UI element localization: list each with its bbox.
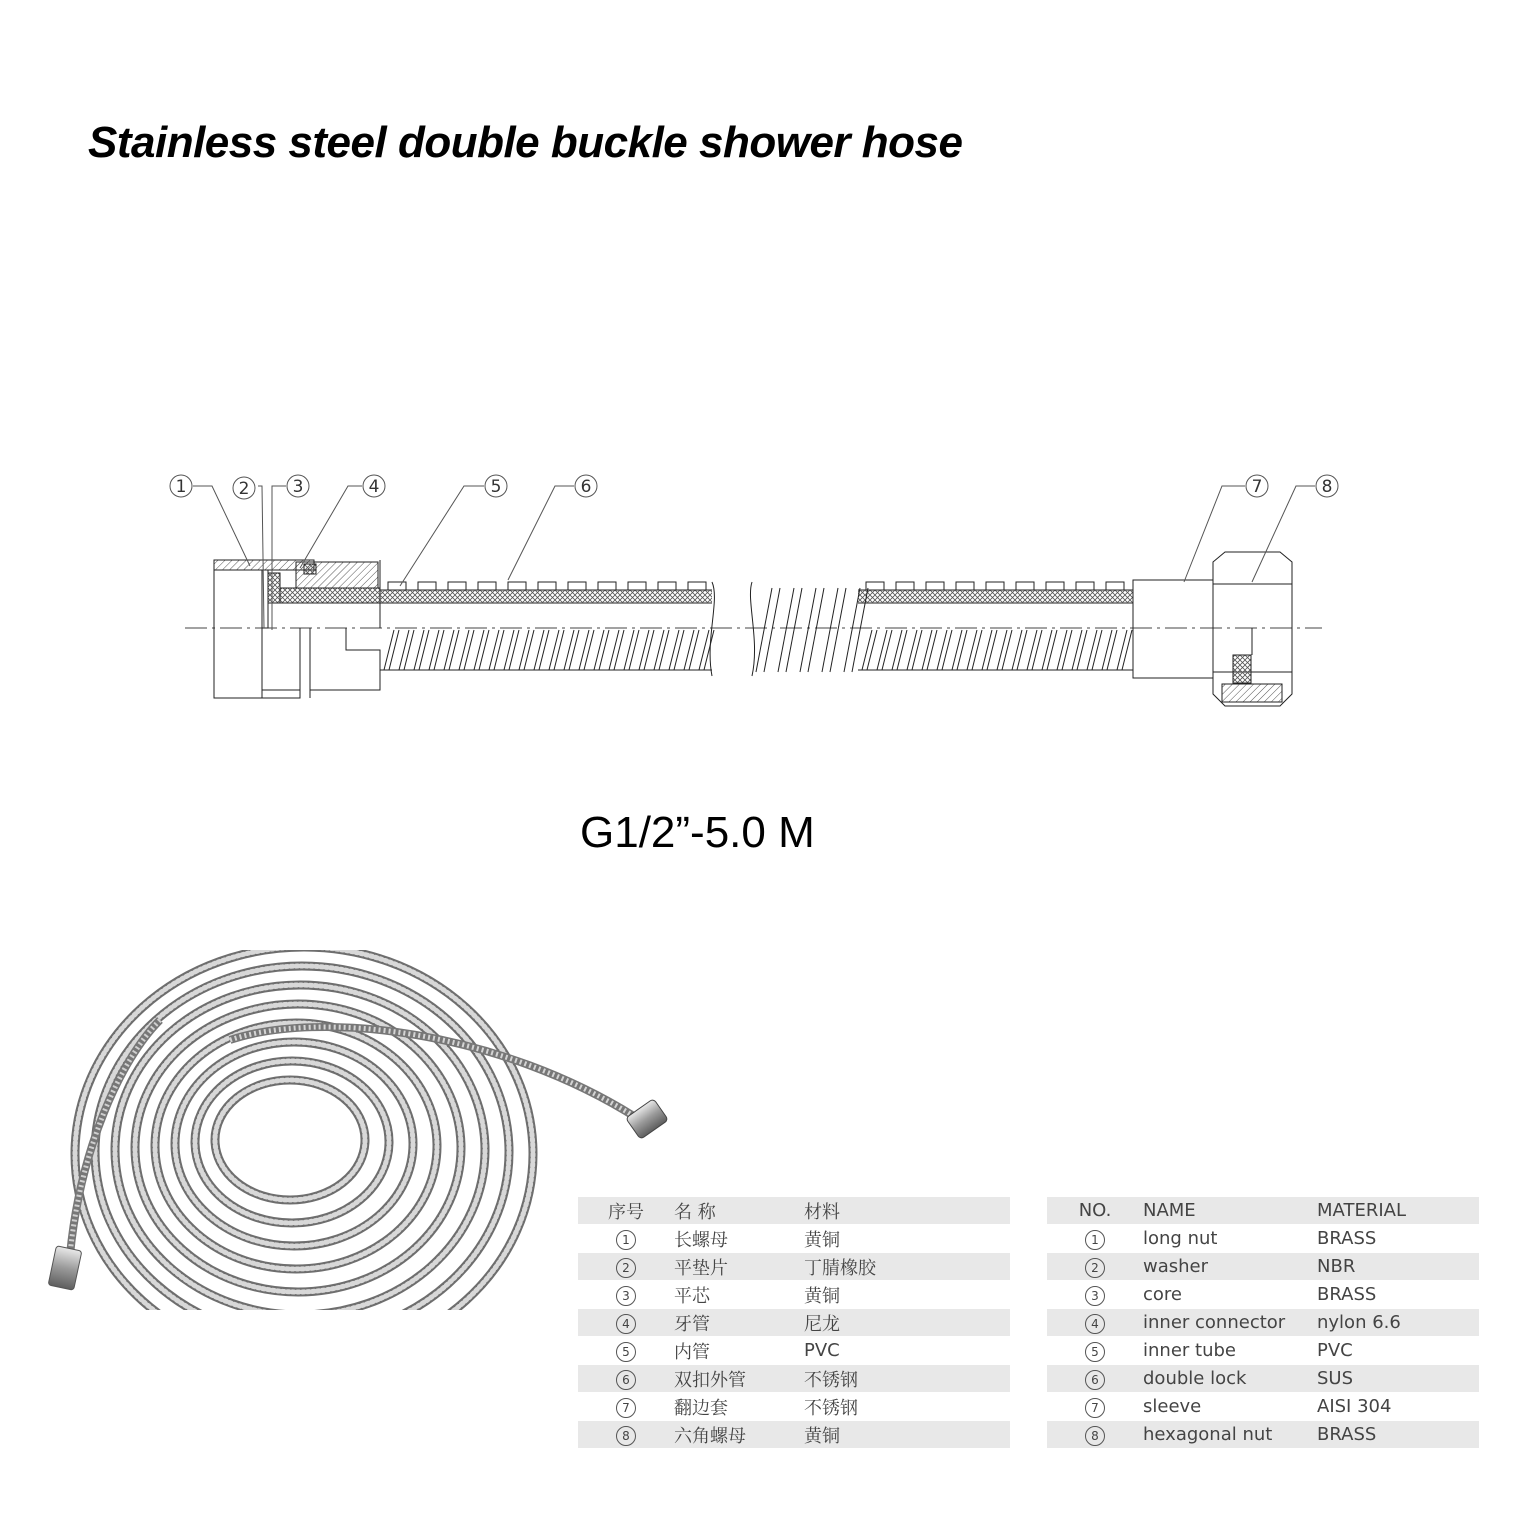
row-number: 4: [1085, 1314, 1105, 1334]
svg-text:6: 6: [580, 477, 592, 497]
size-spec-label: G1/2”-5.0 M: [580, 808, 815, 857]
row-number: 1: [616, 1230, 636, 1250]
row-number: 6: [616, 1370, 636, 1390]
table-header-row: [578, 1197, 1010, 1225]
table-row: [1047, 1365, 1479, 1393]
row-material: BRASS: [1317, 1421, 1479, 1449]
table-row: [578, 1253, 1010, 1281]
callout-labels: [170, 475, 1338, 499]
row-material: 不锈钢: [804, 1365, 1010, 1393]
row-material: 丁腈橡胶: [804, 1253, 1010, 1281]
row-number: 1: [1085, 1230, 1105, 1250]
header-material: 材料: [804, 1197, 1010, 1225]
callout-1: [170, 475, 192, 497]
table-row: [578, 1393, 1010, 1421]
svg-text:7: 7: [1251, 477, 1263, 497]
break-mark: [750, 582, 754, 676]
table-row: [578, 1337, 1010, 1365]
row-name: core: [1143, 1281, 1317, 1309]
hexagonal-nut-part: [1213, 552, 1292, 706]
row-number: 7: [1085, 1398, 1105, 1418]
inner-connector-part: [280, 560, 380, 690]
callout-leaders: [193, 486, 1315, 630]
row-material: PVC: [1317, 1337, 1479, 1365]
svg-text:3: 3: [292, 477, 304, 497]
row-material: PVC: [804, 1337, 1010, 1365]
row-number: 3: [616, 1286, 636, 1306]
table-row: [1047, 1309, 1479, 1337]
callout-7: [1246, 475, 1268, 497]
row-material: 不锈钢: [804, 1393, 1010, 1421]
row-material: 黄铜: [804, 1225, 1010, 1253]
row-name: inner connector: [1143, 1309, 1317, 1337]
row-name: inner tube: [1143, 1337, 1317, 1365]
row-material: 黄铜: [804, 1421, 1010, 1449]
row-number: 4: [616, 1314, 636, 1334]
page-title: Stainless steel double buckle shower hose: [88, 118, 963, 167]
row-name: washer: [1143, 1253, 1317, 1281]
row-number: 2: [616, 1258, 636, 1278]
row-name: long nut: [1143, 1225, 1317, 1253]
table-row: [1047, 1253, 1479, 1281]
table-row: [578, 1421, 1010, 1449]
row-material: 尼龙: [804, 1309, 1010, 1337]
row-material: BRASS: [1317, 1225, 1479, 1253]
callout-3: [287, 475, 309, 497]
row-name: 平垫片: [674, 1253, 804, 1281]
hose-hex-fitting: [626, 1099, 669, 1140]
core-part: [268, 573, 280, 603]
row-material: BRASS: [1317, 1281, 1479, 1309]
hose-right-section: [756, 582, 1133, 672]
header-name: 名 称: [674, 1197, 804, 1225]
parts-table-chinese: [578, 1197, 1010, 1449]
callout-6: [575, 475, 597, 497]
svg-text:8: 8: [1321, 477, 1333, 497]
row-number: 5: [616, 1342, 636, 1362]
svg-text:4: 4: [368, 477, 380, 497]
callout-8: [1316, 475, 1338, 497]
row-number: 8: [1085, 1426, 1105, 1446]
row-name: 长螺母: [674, 1225, 804, 1253]
row-name: double lock: [1143, 1365, 1317, 1393]
hose-left-section: [380, 582, 714, 670]
header-material: MATERIAL: [1317, 1197, 1479, 1225]
row-number: 7: [616, 1398, 636, 1418]
row-material: nylon 6.6: [1317, 1309, 1479, 1337]
row-name: sleeve: [1143, 1393, 1317, 1421]
header-no: NO.: [1047, 1197, 1143, 1225]
svg-text:2: 2: [238, 479, 250, 499]
row-material: 黄铜: [804, 1281, 1010, 1309]
parts-table-english: [1047, 1197, 1479, 1449]
header-no: 序号: [578, 1197, 674, 1225]
row-name: hexagonal nut: [1143, 1421, 1317, 1449]
row-name: 平芯: [674, 1281, 804, 1309]
table-row: [578, 1365, 1010, 1393]
row-number: 3: [1085, 1286, 1105, 1306]
table-row: [578, 1281, 1010, 1309]
row-number: 2: [1085, 1258, 1105, 1278]
row-material: NBR: [1317, 1253, 1479, 1281]
row-name: 翻边套: [674, 1393, 804, 1421]
header-name: NAME: [1143, 1197, 1317, 1225]
table-row: [578, 1225, 1010, 1253]
callout-5: [485, 475, 507, 497]
row-name: 六角螺母: [674, 1421, 804, 1449]
callout-2: [233, 477, 255, 499]
callout-4: [363, 475, 385, 497]
table-row: [578, 1309, 1010, 1337]
table-row: [1047, 1337, 1479, 1365]
table-row: [1047, 1393, 1479, 1421]
row-number: 8: [616, 1426, 636, 1446]
row-name: 内管: [674, 1337, 804, 1365]
table-row: [1047, 1421, 1479, 1449]
table-header-row: [1047, 1197, 1479, 1225]
table-row: [1047, 1281, 1479, 1309]
svg-text:1: 1: [175, 477, 187, 497]
row-material: AISI 304: [1317, 1393, 1479, 1421]
sleeve-part: [1133, 580, 1213, 678]
hose-cross-section-diagram: [0, 460, 1514, 730]
row-name: 双扣外管: [674, 1365, 804, 1393]
svg-text:5: 5: [490, 477, 502, 497]
row-material: SUS: [1317, 1365, 1479, 1393]
hose-end-fitting: [48, 1246, 82, 1291]
row-number: 6: [1085, 1370, 1105, 1390]
row-name: 牙管: [674, 1309, 804, 1337]
table-row: [1047, 1225, 1479, 1253]
row-number: 5: [1085, 1342, 1105, 1362]
